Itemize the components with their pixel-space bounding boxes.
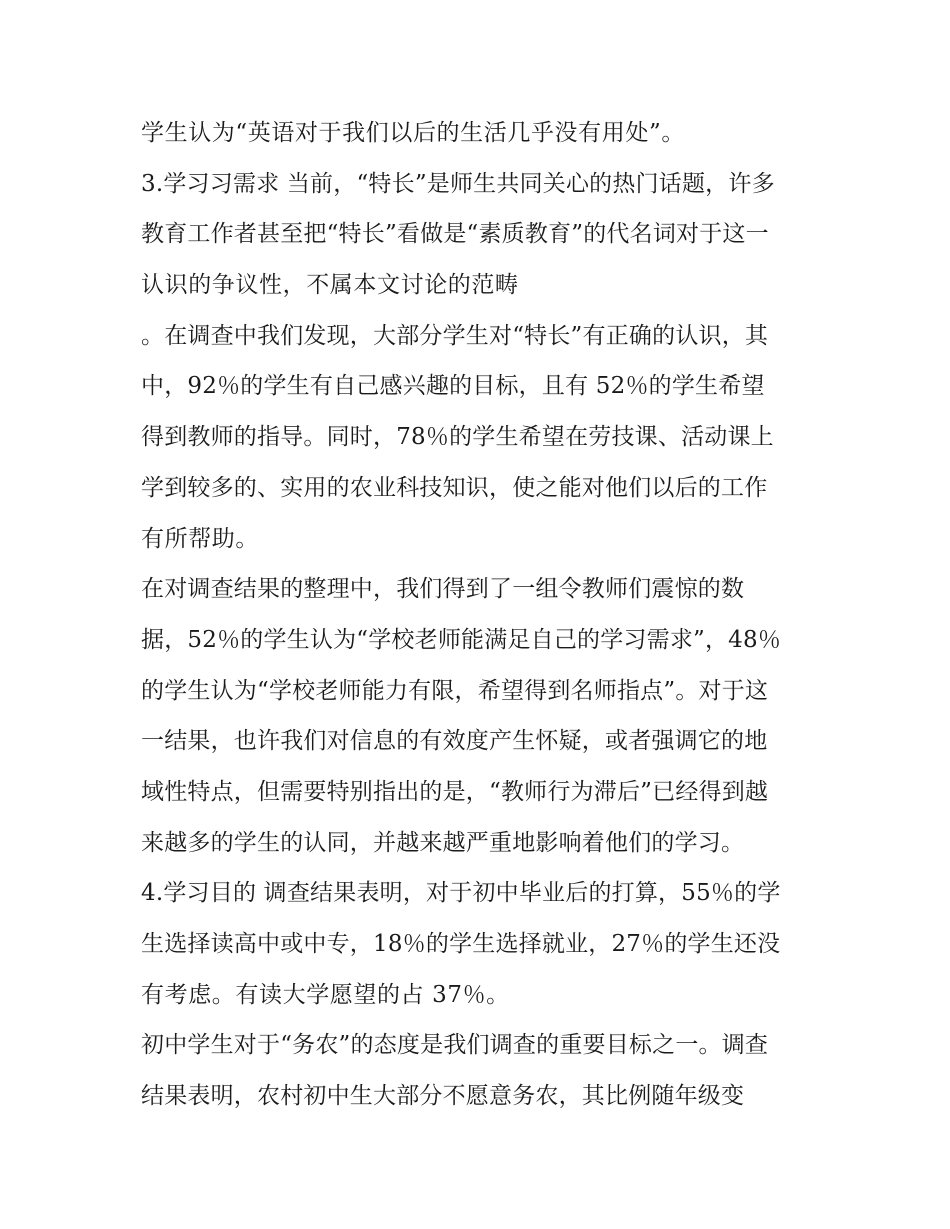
text-line: 认识的争议性，不属本文讨论的范畴 <box>141 272 519 299</box>
text-line: 学到较多的、实用的农业科技知识，使之能对他们以后的工作 <box>141 474 768 501</box>
text-line: 学生认为“英语对于我们以后的生活几乎没有用处”。 <box>141 120 685 146</box>
text-line: 有所帮助。 <box>141 525 259 552</box>
text-line: 据，52％的学生认为“学校老师能满足自己的学习需求”，48％ <box>141 626 782 653</box>
text-line: 教育工作者甚至把“特长”看做是“素质教育”的代名词对于这一 <box>141 221 769 248</box>
text-line: 初中学生对于“务农”的态度是我们调查的重要目标之一。调查 <box>141 1032 769 1059</box>
text-line: 。在调查中我们发现，大部分学生对“特长”有正确的认识，其 <box>141 322 769 349</box>
text-line: 中，92％的学生有自己感兴趣的目标，且有 52％的学生希望 <box>141 373 765 400</box>
text-line: 一结果，也许我们对信息的有效度产生怀疑，或者强调它的地 <box>141 728 768 755</box>
text-line: 得到教师的指导。同时，78％的学生希望在劳技课、活动课上 <box>141 424 774 451</box>
text-line: 域性特点，但需要特别指出的是，“教师行为滞后”已经得到越 <box>141 778 769 805</box>
text-line: 3.学习习需求 当前，“特长”是师生共同关心的热门话题，许多 <box>141 170 775 197</box>
text-line: 来越多的学生的认同，并越来越严重地影响着他们的学习。 <box>141 829 745 856</box>
text-line: 的学生认为“学校老师能力有限，希望得到名师指点”。对于这 <box>141 677 769 704</box>
text-line: 4.学习目的 调查结果表明，对于初中毕业后的打算，55％的学 <box>141 880 781 907</box>
text-line: 在对调查结果的整理中，我们得到了一组令教师们震惊的数 <box>141 576 745 603</box>
body-text <box>141 108 821 1122</box>
text-line: 有考虑。有读大学愿望的占 37％。 <box>141 981 510 1008</box>
text-line: 生选择读高中或中专，18％的学生选择就业，27％的学生还没 <box>141 931 781 957</box>
text-line: 结果表明，农村初中生大部分不愿意务农，其比例随年级变 <box>141 1083 745 1110</box>
